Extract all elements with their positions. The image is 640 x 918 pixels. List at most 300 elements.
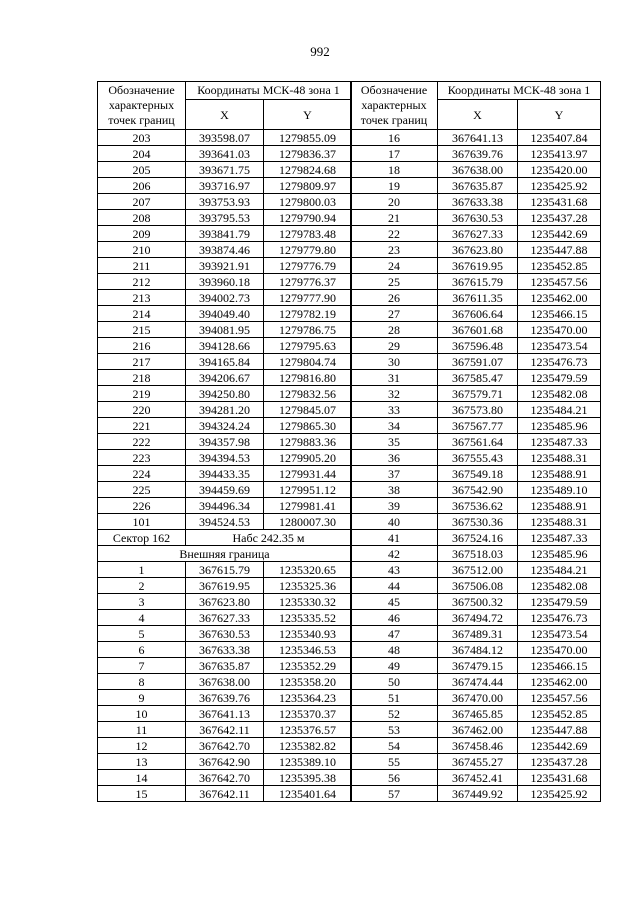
table-row — [98, 738, 352, 754]
table-row — [351, 194, 601, 210]
cell-point: 21 — [351, 210, 438, 226]
cell-x: 367579.71 — [438, 386, 518, 402]
x-header: X — [186, 100, 264, 130]
cell-y: 1279845.07 — [264, 402, 352, 418]
cell-x: 367479.15 — [438, 658, 518, 674]
cell-point: 208 — [98, 210, 186, 226]
table-row — [351, 210, 601, 226]
cell-x: 367530.36 — [438, 514, 518, 530]
table-row — [351, 690, 601, 706]
table-row — [98, 386, 352, 402]
cell-x: 367642.11 — [186, 722, 264, 738]
table-row — [98, 690, 352, 706]
cell-y: 1235335.52 — [264, 610, 352, 626]
cell-y: 1235488.91 — [518, 498, 601, 514]
table-row — [351, 178, 601, 194]
cell-x: 367639.76 — [186, 690, 264, 706]
cell-point: 20 — [351, 194, 438, 210]
cell-x: 367639.76 — [438, 146, 518, 162]
table-row — [351, 578, 601, 594]
table-row — [351, 162, 601, 178]
cell-point: 22 — [351, 226, 438, 242]
cell-point: 218 — [98, 370, 186, 386]
cell-y: 1235376.57 — [264, 722, 352, 738]
cell-x: 367623.80 — [186, 594, 264, 610]
cell-x: 394324.24 — [186, 418, 264, 434]
cell-x: 367536.62 — [438, 498, 518, 514]
cell-point: 53 — [351, 722, 438, 738]
table-row — [351, 466, 601, 482]
table-row — [98, 594, 352, 610]
table-row — [98, 786, 352, 802]
cell-y: 1235457.56 — [518, 690, 601, 706]
cell-point: 226 — [98, 498, 186, 514]
cell-point: 15 — [98, 786, 186, 802]
cell-x: 367619.95 — [186, 578, 264, 594]
cell-y: 1279824.68 — [264, 162, 352, 178]
cell-point: 50 — [351, 674, 438, 690]
cell-y: 1235485.96 — [518, 418, 601, 434]
table-row — [98, 578, 352, 594]
cell-point: 11 — [98, 722, 186, 738]
cell-x: 367555.43 — [438, 450, 518, 466]
cell-point: 34 — [351, 418, 438, 434]
cell-x: 367573.80 — [438, 402, 518, 418]
cell-y: 1235382.82 — [264, 738, 352, 754]
boundary-row — [98, 546, 352, 562]
table-row — [351, 610, 601, 626]
cell-point: 211 — [98, 258, 186, 274]
cell-y: 1235370.37 — [264, 706, 352, 722]
cell-point: 7 — [98, 658, 186, 674]
cell-x: 393753.93 — [186, 194, 264, 210]
table-row — [98, 514, 352, 530]
cell-x: 367601.68 — [438, 322, 518, 338]
cell-point: 30 — [351, 354, 438, 370]
cell-point: 33 — [351, 402, 438, 418]
cell-point: 221 — [98, 418, 186, 434]
cell-point: 206 — [98, 178, 186, 194]
cell-x: 367642.11 — [186, 786, 264, 802]
cell-point: 56 — [351, 770, 438, 786]
cell-y: 1279790.94 — [264, 210, 352, 226]
table-row — [98, 194, 352, 210]
table-row — [98, 674, 352, 690]
cell-x: 394002.73 — [186, 290, 264, 306]
table-row — [98, 626, 352, 642]
table-row — [351, 450, 601, 466]
table-row — [351, 130, 601, 146]
table-row — [351, 770, 601, 786]
cell-x: 367458.46 — [438, 738, 518, 754]
cell-point: 54 — [351, 738, 438, 754]
cell-x: 393641.03 — [186, 146, 264, 162]
table-row — [98, 562, 352, 578]
cell-point: 13 — [98, 754, 186, 770]
cell-point: 25 — [351, 274, 438, 290]
cell-y: 1235462.00 — [518, 674, 601, 690]
table-row — [98, 258, 352, 274]
cell-y: 1279800.03 — [264, 194, 352, 210]
cell-y: 1279816.80 — [264, 370, 352, 386]
cell-x: 367633.38 — [438, 194, 518, 210]
table-header-row — [351, 82, 601, 100]
cell-point: 32 — [351, 386, 438, 402]
table-row — [98, 770, 352, 786]
table-row — [351, 594, 601, 610]
table-row — [351, 674, 601, 690]
cell-y: 1235482.08 — [518, 386, 601, 402]
cell-point: 35 — [351, 434, 438, 450]
cell-x: 393598.07 — [186, 130, 264, 146]
cell-x: 394357.98 — [186, 434, 264, 450]
cell-point: 57 — [351, 786, 438, 802]
cell-x: 367623.80 — [438, 242, 518, 258]
cell-y: 1235431.68 — [518, 770, 601, 786]
cell-point: 31 — [351, 370, 438, 386]
cell-x: 394049.40 — [186, 306, 264, 322]
cell-point: 212 — [98, 274, 186, 290]
cell-point: 216 — [98, 338, 186, 354]
table-row — [351, 626, 601, 642]
cell-y: 1235346.53 — [264, 642, 352, 658]
table-row — [98, 338, 352, 354]
table-row — [351, 434, 601, 450]
cell-y: 1235452.85 — [518, 258, 601, 274]
table-row — [98, 210, 352, 226]
table-row — [351, 786, 601, 802]
cell-point: 219 — [98, 386, 186, 402]
cell-y: 1235395.38 — [264, 770, 352, 786]
cell-x: 367449.92 — [438, 786, 518, 802]
table-row — [351, 498, 601, 514]
table-row — [351, 338, 601, 354]
cell-y: 1235352.29 — [264, 658, 352, 674]
table-row — [351, 642, 601, 658]
cell-y: 1235488.91 — [518, 466, 601, 482]
cell-y: 1235466.15 — [518, 306, 601, 322]
cell-point: 46 — [351, 610, 438, 626]
cell-point: 223 — [98, 450, 186, 466]
right-coordinates-table — [350, 81, 601, 802]
cell-x: 367638.00 — [438, 162, 518, 178]
cell-point: 28 — [351, 322, 438, 338]
cell-y: 1279855.09 — [264, 130, 352, 146]
cell-point: 8 — [98, 674, 186, 690]
cell-x: 367606.64 — [438, 306, 518, 322]
cell-point: 29 — [351, 338, 438, 354]
cell-x: 393671.75 — [186, 162, 264, 178]
table-row — [351, 290, 601, 306]
cell-x: 367518.03 — [438, 546, 518, 562]
cell-x: 393874.46 — [186, 242, 264, 258]
cell-x: 367549.18 — [438, 466, 518, 482]
cell-point: 1 — [98, 562, 186, 578]
table-row — [98, 722, 352, 738]
cell-y: 1235320.65 — [264, 562, 352, 578]
cell-x: 367630.53 — [186, 626, 264, 642]
cell-y: 1279804.74 — [264, 354, 352, 370]
cell-x: 367585.47 — [438, 370, 518, 386]
cell-x: 367630.53 — [438, 210, 518, 226]
cell-x: 394496.34 — [186, 498, 264, 514]
cell-point: 5 — [98, 626, 186, 642]
cell-x: 367615.79 — [186, 562, 264, 578]
cell-point: 39 — [351, 498, 438, 514]
cell-point: 17 — [351, 146, 438, 162]
cell-x: 367462.00 — [438, 722, 518, 738]
cell-y: 1235484.21 — [518, 562, 601, 578]
cell-x: 367524.16 — [438, 530, 518, 546]
cell-point: 37 — [351, 466, 438, 482]
cell-y: 1235437.28 — [518, 210, 601, 226]
table-row — [98, 146, 352, 162]
cell-y: 1279786.75 — [264, 322, 352, 338]
table-row — [98, 706, 352, 722]
page-number: 992 — [310, 44, 330, 59]
cell-y: 1279782.19 — [264, 306, 352, 322]
table-row — [98, 306, 352, 322]
table-row — [98, 370, 352, 386]
table-row — [98, 418, 352, 434]
cell-x: 367591.07 — [438, 354, 518, 370]
cell-x: 394165.84 — [186, 354, 264, 370]
cell-y: 1235479.59 — [518, 370, 601, 386]
cell-y: 1235482.08 — [518, 578, 601, 594]
cell-y: 1235358.20 — [264, 674, 352, 690]
cell-y: 1235485.96 — [518, 546, 601, 562]
table-row — [351, 258, 601, 274]
designation-header: Обозначение характерных точек границ — [351, 82, 438, 130]
cell-x: 393795.53 — [186, 210, 264, 226]
table-row — [98, 450, 352, 466]
cell-x: 393716.97 — [186, 178, 264, 194]
cell-y: 1279776.37 — [264, 274, 352, 290]
cell-y: 1235462.00 — [518, 290, 601, 306]
boundary-label: Внешняя граница — [98, 546, 352, 562]
cell-y: 1279981.41 — [264, 498, 352, 514]
cell-y: 1235466.15 — [518, 658, 601, 674]
table-row — [351, 402, 601, 418]
cell-point: 19 — [351, 178, 438, 194]
cell-point: 210 — [98, 242, 186, 258]
cell-point: 205 — [98, 162, 186, 178]
cell-point: 52 — [351, 706, 438, 722]
table-row — [98, 162, 352, 178]
table-row — [98, 130, 352, 146]
table-row — [351, 322, 601, 338]
cell-point: 9 — [98, 690, 186, 706]
cell-x: 393921.91 — [186, 258, 264, 274]
coords-system-header: Координаты МСК-48 зона 1 — [186, 82, 352, 100]
table-row — [351, 546, 601, 562]
designation-header: Обозначение характерных точек границ — [98, 82, 186, 130]
cell-y: 1235476.73 — [518, 610, 601, 626]
table-row — [98, 434, 352, 450]
cell-x: 367615.79 — [438, 274, 518, 290]
cell-y: 1235401.64 — [264, 786, 352, 802]
cell-y: 1280007.30 — [264, 514, 352, 530]
cell-x: 367638.00 — [186, 674, 264, 690]
cell-x: 367489.31 — [438, 626, 518, 642]
cell-x: 394433.35 — [186, 466, 264, 482]
cell-point: 23 — [351, 242, 438, 258]
cell-x: 367542.90 — [438, 482, 518, 498]
cell-x: 394250.80 — [186, 386, 264, 402]
cell-y: 1235437.28 — [518, 754, 601, 770]
cell-point: 220 — [98, 402, 186, 418]
sector-row — [98, 530, 352, 546]
cell-point: 41 — [351, 530, 438, 546]
cell-y: 1279931.44 — [264, 466, 352, 482]
cell-x: 394128.66 — [186, 338, 264, 354]
cell-point: 224 — [98, 466, 186, 482]
left-coordinates-table — [97, 81, 352, 802]
cell-point: 43 — [351, 562, 438, 578]
cell-y: 1235389.10 — [264, 754, 352, 770]
cell-x: 367455.27 — [438, 754, 518, 770]
table-row — [351, 738, 601, 754]
cell-y: 1235413.97 — [518, 146, 601, 162]
cell-point: 214 — [98, 306, 186, 322]
cell-x: 367512.00 — [438, 562, 518, 578]
table-header-row — [98, 82, 352, 100]
cell-x: 394459.69 — [186, 482, 264, 498]
table-row — [98, 226, 352, 242]
table-row — [98, 402, 352, 418]
table-row — [351, 418, 601, 434]
cell-x: 367627.33 — [438, 226, 518, 242]
cell-x: 367619.95 — [438, 258, 518, 274]
table-row — [351, 242, 601, 258]
table-row — [98, 290, 352, 306]
cell-point: 222 — [98, 434, 186, 450]
cell-y: 1235489.10 — [518, 482, 601, 498]
cell-x: 367635.87 — [186, 658, 264, 674]
cell-point: 40 — [351, 514, 438, 530]
cell-y: 1279905.20 — [264, 450, 352, 466]
cell-x: 367465.85 — [438, 706, 518, 722]
cell-point: 209 — [98, 226, 186, 242]
table-row — [351, 354, 601, 370]
table-row — [351, 482, 601, 498]
cell-point: 6 — [98, 642, 186, 658]
cell-x: 367484.12 — [438, 642, 518, 658]
table-row — [98, 642, 352, 658]
cell-point: 45 — [351, 594, 438, 610]
table-row — [98, 658, 352, 674]
cell-y: 1279832.56 — [264, 386, 352, 402]
cell-x: 367561.64 — [438, 434, 518, 450]
cell-y: 1279951.12 — [264, 482, 352, 498]
cell-y: 1235488.31 — [518, 450, 601, 466]
cell-y: 1235476.73 — [518, 354, 601, 370]
cell-y: 1235442.69 — [518, 226, 601, 242]
cell-y: 1235487.33 — [518, 530, 601, 546]
cell-y: 1235473.54 — [518, 338, 601, 354]
cell-x: 367500.32 — [438, 594, 518, 610]
cell-y: 1279779.80 — [264, 242, 352, 258]
table-row — [351, 658, 601, 674]
x-header: X — [438, 100, 518, 130]
cell-point: 47 — [351, 626, 438, 642]
cell-x: 367633.38 — [186, 642, 264, 658]
cell-y: 1235457.56 — [518, 274, 601, 290]
table-row — [351, 514, 601, 530]
cell-y: 1235488.31 — [518, 514, 601, 530]
cell-y: 1279777.90 — [264, 290, 352, 306]
cell-point: 12 — [98, 738, 186, 754]
cell-x: 367627.33 — [186, 610, 264, 626]
cell-point: 207 — [98, 194, 186, 210]
cell-point: 27 — [351, 306, 438, 322]
area-label: Нaбс 242.35 м — [186, 530, 352, 546]
cell-point: 38 — [351, 482, 438, 498]
cell-y: 1235330.32 — [264, 594, 352, 610]
table-row — [98, 178, 352, 194]
cell-x: 394206.67 — [186, 370, 264, 386]
cell-x: 367506.08 — [438, 578, 518, 594]
cell-point: 10 — [98, 706, 186, 722]
cell-y: 1235473.54 — [518, 626, 601, 642]
cell-point: 55 — [351, 754, 438, 770]
cell-point: 101 — [98, 514, 186, 530]
cell-y: 1279795.63 — [264, 338, 352, 354]
cell-point: 36 — [351, 450, 438, 466]
cell-point: 204 — [98, 146, 186, 162]
cell-x: 367642.70 — [186, 738, 264, 754]
cell-x: 367642.70 — [186, 770, 264, 786]
cell-point: 215 — [98, 322, 186, 338]
table-row — [98, 322, 352, 338]
table-row — [98, 754, 352, 770]
cell-x: 367641.13 — [438, 130, 518, 146]
table-row — [351, 754, 601, 770]
table-row — [351, 146, 601, 162]
cell-x: 393841.79 — [186, 226, 264, 242]
cell-x: 367611.35 — [438, 290, 518, 306]
cell-x: 367596.48 — [438, 338, 518, 354]
table-row — [351, 226, 601, 242]
sector-label: Сектор 162 — [98, 530, 186, 546]
cell-x: 393960.18 — [186, 274, 264, 290]
coords-system-header: Координаты МСК-48 зона 1 — [438, 82, 601, 100]
cell-point: 4 — [98, 610, 186, 626]
cell-x: 367635.87 — [438, 178, 518, 194]
table-row — [98, 274, 352, 290]
cell-y: 1235470.00 — [518, 642, 601, 658]
cell-y: 1235447.88 — [518, 242, 601, 258]
cell-y: 1235452.85 — [518, 706, 601, 722]
cell-point: 44 — [351, 578, 438, 594]
cell-y: 1235479.59 — [518, 594, 601, 610]
cell-point: 213 — [98, 290, 186, 306]
table-row — [351, 706, 601, 722]
cell-point: 24 — [351, 258, 438, 274]
cell-x: 367452.41 — [438, 770, 518, 786]
cell-x: 367642.90 — [186, 754, 264, 770]
cell-y: 1235364.23 — [264, 690, 352, 706]
cell-y: 1279783.48 — [264, 226, 352, 242]
cell-point: 16 — [351, 130, 438, 146]
cell-y: 1235442.69 — [518, 738, 601, 754]
y-header: Y — [264, 100, 352, 130]
cell-y: 1279809.97 — [264, 178, 352, 194]
cell-y: 1235340.93 — [264, 626, 352, 642]
table-row — [98, 610, 352, 626]
table-row — [351, 530, 601, 546]
cell-y: 1235425.92 — [518, 178, 601, 194]
